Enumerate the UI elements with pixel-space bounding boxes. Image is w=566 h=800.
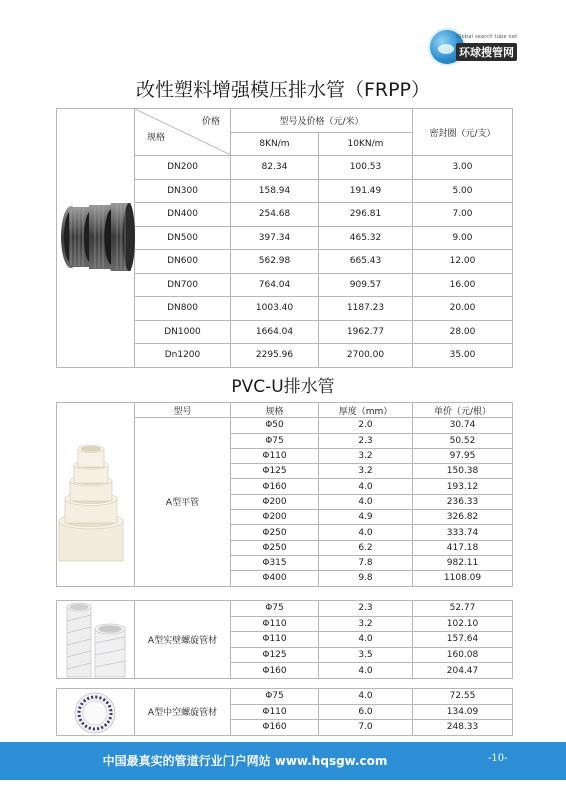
thickness-cell: 2.0	[319, 418, 413, 433]
unit-price-cell: 72.55	[413, 689, 513, 705]
thickness-cell: 2.3	[319, 433, 413, 448]
spec-cell: DN800	[135, 297, 231, 321]
price-8kn-cell: 158.94	[231, 179, 319, 203]
price-label: 价格	[201, 117, 220, 127]
price-10kn-cell: 191.49	[319, 179, 413, 203]
spec-cell: Φ200	[231, 494, 319, 509]
col-unit-price-header: 单价（元/根）	[413, 403, 513, 418]
thickness-cell: 4.0	[319, 479, 413, 494]
unit-price-cell: 417.18	[413, 540, 513, 555]
unit-price-cell: 248.33	[413, 720, 513, 736]
type-cell: A型中空螺旋管材	[135, 689, 231, 736]
col-type-header: 型号	[135, 403, 231, 418]
price-10kn-cell: 100.53	[319, 156, 413, 180]
table-row	[57, 601, 513, 617]
spec-cell: Φ50	[231, 418, 319, 433]
model-price-header: 型号及价格（元/米）	[231, 109, 413, 133]
unit-price-cell: 193.12	[413, 479, 513, 494]
price-8kn-cell: 397.34	[231, 226, 319, 250]
spec-price-header	[135, 109, 231, 156]
spec-cell: Φ400	[231, 571, 319, 586]
thickness-cell: 3.2	[319, 448, 413, 463]
col-thickness-header: 厚度（mm）	[319, 403, 413, 418]
spec-cell: DN400	[135, 203, 231, 227]
col-8kn-header: 8KN/m	[231, 132, 319, 156]
frpp-price-table	[56, 108, 513, 368]
col-spec-header: 规格	[231, 403, 319, 418]
unit-price-cell: 204.47	[413, 663, 513, 679]
type-cell: A型平管	[135, 418, 231, 586]
price-8kn-cell: 1003.40	[231, 297, 319, 321]
price-10kn-cell: 1962.77	[319, 320, 413, 344]
unit-price-cell: 236.33	[413, 494, 513, 509]
pvcu-flat-pipe-table	[56, 402, 513, 587]
logo-tagline: Global search tube net	[456, 34, 518, 40]
thickness-cell: 3.2	[319, 464, 413, 479]
unit-price-cell: 150.38	[413, 464, 513, 479]
spiral-pipe-image	[57, 601, 135, 679]
spec-cell: Φ160	[231, 479, 319, 494]
price-10kn-cell: 1187.23	[319, 297, 413, 321]
thickness-cell: 3.5	[319, 647, 413, 663]
price-10kn-cell: 465.32	[319, 226, 413, 250]
price-8kn-cell: 562.98	[231, 250, 319, 274]
price-10kn-cell: 2700.00	[319, 344, 413, 368]
thickness-cell: 3.2	[319, 616, 413, 632]
site-logo	[428, 28, 533, 66]
col-10kn-header: 10KN/m	[319, 132, 413, 156]
thickness-cell: 4.0	[319, 689, 413, 705]
price-10kn-cell: 665.43	[319, 250, 413, 274]
price-8kn-cell: 764.04	[231, 273, 319, 297]
seal-price-cell: 35.00	[413, 344, 513, 368]
spec-cell: DN300	[135, 179, 231, 203]
unit-price-cell: 1108.09	[413, 571, 513, 586]
table-row	[57, 689, 513, 705]
seal-price-cell: 28.00	[413, 320, 513, 344]
pvcu-solid-spiral-table	[56, 600, 513, 679]
spec-cell: Φ110	[231, 632, 319, 648]
spec-cell: Φ110	[231, 704, 319, 720]
unit-price-cell: 160.08	[413, 647, 513, 663]
unit-price-cell: 52.77	[413, 601, 513, 617]
thickness-cell: 6.2	[319, 540, 413, 555]
unit-price-cell: 50.52	[413, 433, 513, 448]
spec-cell: Dn1200	[135, 344, 231, 368]
price-10kn-cell: 296.81	[319, 203, 413, 227]
spec-cell: Φ75	[231, 601, 319, 617]
seal-price-cell: 9.00	[413, 226, 513, 250]
spec-cell: DN600	[135, 250, 231, 274]
spec-cell: Φ125	[231, 464, 319, 479]
thickness-cell: 7.8	[319, 555, 413, 570]
seal-price-cell: 12.00	[413, 250, 513, 274]
spec-cell: Φ250	[231, 525, 319, 540]
thickness-cell: 4.0	[319, 494, 413, 509]
thickness-cell: 7.0	[319, 720, 413, 736]
seal-price-cell: 5.00	[413, 179, 513, 203]
spec-cell: DN700	[135, 273, 231, 297]
price-8kn-cell: 2295.96	[231, 344, 319, 368]
spec-cell: Φ125	[231, 647, 319, 663]
spec-cell: DN200	[135, 156, 231, 180]
spec-cell: Φ315	[231, 555, 319, 570]
thickness-cell: 9.8	[319, 571, 413, 586]
thickness-cell: 4.0	[319, 632, 413, 648]
thickness-cell: 4.0	[319, 663, 413, 679]
corrugated-pipe-image	[57, 109, 135, 368]
spec-label: 规格	[147, 133, 166, 143]
page-number: -10-	[488, 753, 508, 764]
unit-price-cell: 326.82	[413, 510, 513, 525]
unit-price-cell: 102.10	[413, 616, 513, 632]
seal-price-cell: 3.00	[413, 156, 513, 180]
spec-cell: Φ75	[231, 689, 319, 705]
spec-cell: Φ250	[231, 540, 319, 555]
thickness-cell: 2.3	[319, 601, 413, 617]
seal-ring-header: 密封圈（元/支）	[413, 109, 513, 156]
spec-cell: Φ160	[231, 663, 319, 679]
footer-text: 中国最真实的管道行业门户网站 www.hqsgw.com	[102, 754, 388, 768]
seal-price-cell: 16.00	[413, 273, 513, 297]
spec-cell: DN500	[135, 226, 231, 250]
price-10kn-cell: 909.57	[319, 273, 413, 297]
price-8kn-cell: 254.68	[231, 203, 319, 227]
hollow-pipe-image	[57, 689, 135, 736]
frpp-title: 改性塑料增强模压排水管（FRPP）	[135, 79, 431, 101]
unit-price-cell: 982.11	[413, 555, 513, 570]
unit-price-cell: 333.74	[413, 525, 513, 540]
spec-cell: Φ110	[231, 448, 319, 463]
spec-cell: Φ200	[231, 510, 319, 525]
seal-price-cell: 7.00	[413, 203, 513, 227]
unit-price-cell: 30.74	[413, 418, 513, 433]
spec-cell: DN1000	[135, 320, 231, 344]
type-cell: A型实壁螺旋管材	[135, 601, 231, 679]
unit-price-cell: 157.64	[413, 632, 513, 648]
seal-price-cell: 20.00	[413, 297, 513, 321]
unit-price-cell: 97.95	[413, 448, 513, 463]
thickness-cell: 4.0	[319, 525, 413, 540]
pvcu-hollow-spiral-table	[56, 688, 513, 736]
price-8kn-cell: 1664.04	[231, 320, 319, 344]
unit-price-cell: 134.09	[413, 704, 513, 720]
spec-cell: Φ110	[231, 616, 319, 632]
logo-name: 环球搜管网	[456, 43, 517, 61]
thickness-cell: 6.0	[319, 704, 413, 720]
price-8kn-cell: 82.34	[231, 156, 319, 180]
pvcu-title: PVC-U排水管	[231, 377, 335, 397]
spec-cell: Φ75	[231, 433, 319, 448]
white-pipe-image	[57, 403, 135, 587]
thickness-cell: 4.9	[319, 510, 413, 525]
spec-cell: Φ160	[231, 720, 319, 736]
footer-bar	[0, 742, 566, 780]
